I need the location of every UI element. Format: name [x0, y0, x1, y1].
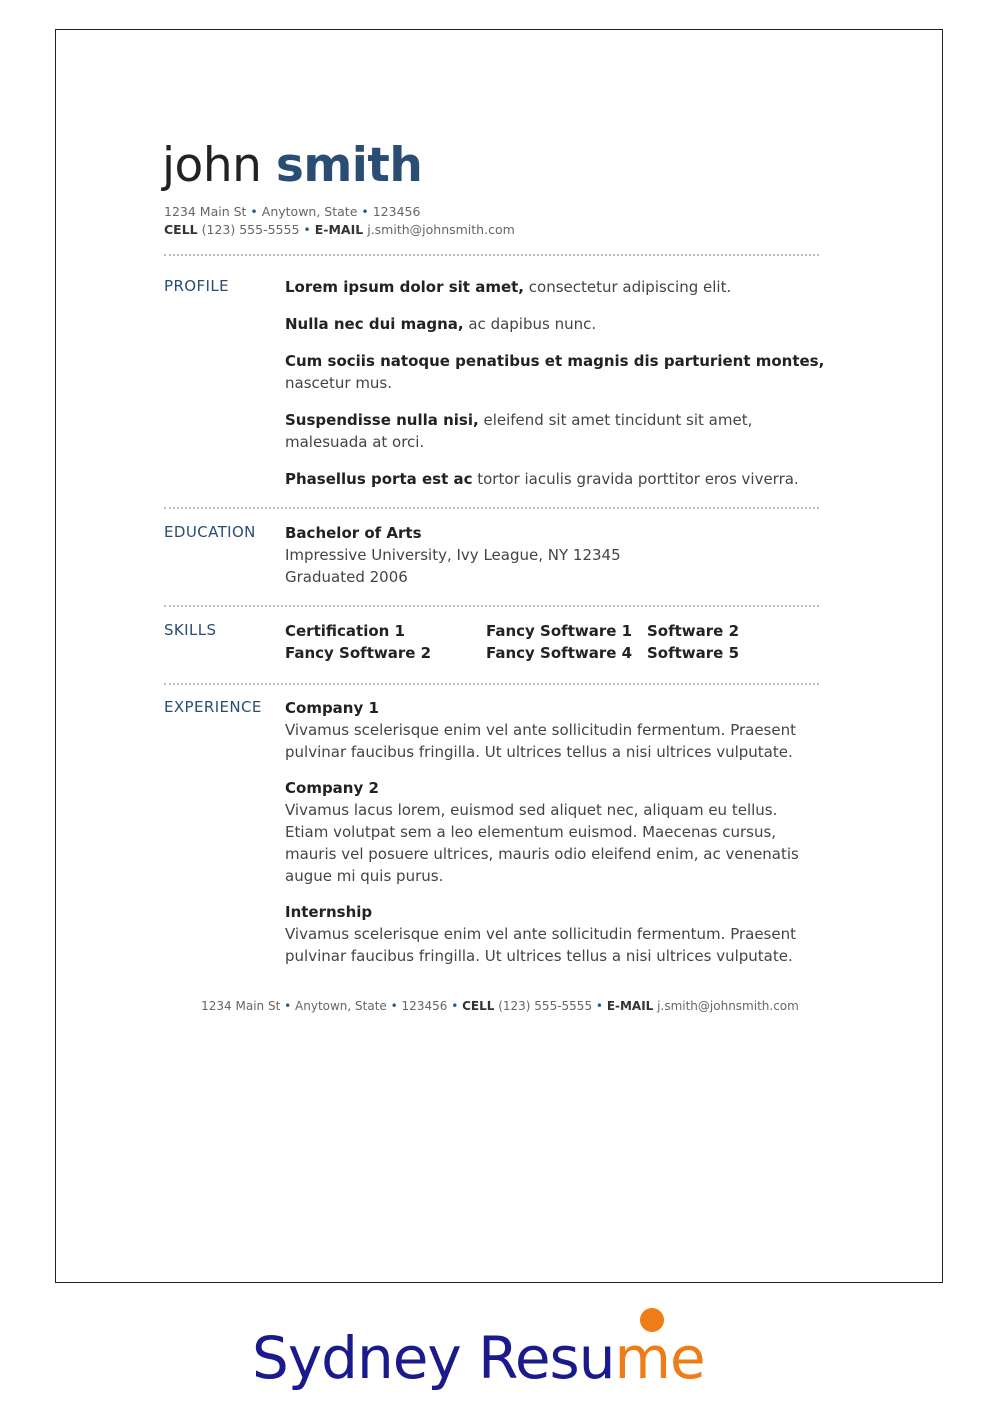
profile-item: Lorem ipsum dolor sit amet, consectetur adipiscing elit. [285, 278, 732, 296]
address-zip: 123456 [372, 204, 421, 219]
job-title: Internship [285, 903, 373, 921]
last-name: smith [275, 138, 423, 193]
skill-item: Fancy Software 4 [486, 644, 633, 662]
cell-label: CELL [164, 222, 198, 237]
graduation-year: Graduated 2006 [285, 568, 408, 586]
address-street: 1234 Main St [164, 204, 247, 219]
profile-heading: PROFILE [164, 277, 229, 295]
sydney-resume-logo [250, 1300, 730, 1400]
separator-dot: • [390, 999, 398, 1013]
svg-text:Sydney Resume [252, 1324, 705, 1392]
separator-dot: • [451, 999, 459, 1013]
footer-zip: 123456 [401, 999, 448, 1013]
profile-item: Suspendisse nulla nisi, eleifend sit amet tincidunt sit amet, malesuada at orci. [285, 411, 753, 451]
email-address: j.smith@johnsmith.com [367, 222, 515, 237]
education-heading: EDUCATION [164, 523, 256, 541]
footer-email: j.smith@johnsmith.com [657, 999, 799, 1013]
logo-text-blue: Sydney Resu [252, 1324, 615, 1392]
education-content [285, 522, 830, 588]
profile-item: Nulla nec dui magna, ac dapibus nunc. [285, 315, 597, 333]
email-label: E-MAIL [314, 222, 364, 237]
experience-content [285, 697, 820, 981]
logo-text-orange: me [614, 1324, 705, 1392]
skill-item: Software 2 [647, 622, 740, 640]
cell-number: (123) 555-5555 [201, 222, 300, 237]
footer-cell-label: CELL [462, 999, 495, 1013]
separator-dot: • [284, 999, 292, 1013]
job-description: Vivamus scelerisque enim vel ante sollicitudin fermentum. Praesent pulvinar faucibus fringilla. Ut ultrices tellus a nisi ultrices vulputate. [285, 925, 796, 965]
footer-cell: (123) 555-5555 [498, 999, 593, 1013]
skill-item: Fancy Software 1 [486, 622, 633, 640]
school: Impressive University, Ivy League, NY 12345 [285, 546, 621, 564]
job-description: Vivamus lacus lorem, euismod sed aliquet nec, aliquam eu tellus. Etiam volutpat sem a leo elementum euismod. Maecenas cursus, mauris vel posuere ultrices, mauris odio eleifend enim, ac venenatis augue mi quis purus. [285, 801, 799, 885]
footer-address: 1234 Main St [201, 999, 281, 1013]
section-divider [164, 683, 819, 685]
address-line [164, 204, 420, 219]
experience-heading: EXPERIENCE [164, 698, 262, 716]
separator-dot: • [303, 222, 311, 237]
job-entry [285, 901, 820, 967]
job-description: Vivamus scelerisque enim vel ante sollicitudin fermentum. Praesent pulvinar faucibus fringilla. Ut ultrices tellus a nisi ultrices vulputate. [285, 721, 796, 761]
footer-contact [0, 999, 1000, 1013]
profile-item: Phasellus porta est ac tortor iaculis gravida porttitor eros viverra. [285, 470, 799, 488]
separator-dot: • [361, 204, 369, 219]
separator-dot: • [595, 999, 603, 1013]
footer-email-label: E-MAIL [606, 999, 654, 1013]
degree: Bachelor of Arts [285, 524, 422, 542]
skill-item: Fancy Software 2 [285, 644, 432, 662]
footer-city-state: Anytown, State [295, 999, 387, 1013]
first-name: john [162, 138, 262, 193]
job-entry [285, 697, 820, 763]
candidate-name [162, 140, 422, 192]
job-entry [285, 777, 820, 887]
skill-item: Software 5 [647, 644, 740, 662]
skill-item: Certification 1 [285, 622, 405, 640]
separator-dot: • [250, 204, 258, 219]
section-divider [164, 507, 819, 509]
address-city-state: Anytown, State [261, 204, 358, 219]
profile-content [285, 276, 830, 505]
skills-heading: SKILLS [164, 621, 217, 639]
phone-email-line [164, 222, 515, 237]
job-title: Company 2 [285, 779, 379, 797]
job-title: Company 1 [285, 699, 379, 717]
section-divider [164, 605, 819, 607]
profile-item: Cum sociis natoque penatibus et magnis dis parturient montes, nascetur mus. [285, 352, 825, 392]
section-divider [164, 254, 819, 256]
